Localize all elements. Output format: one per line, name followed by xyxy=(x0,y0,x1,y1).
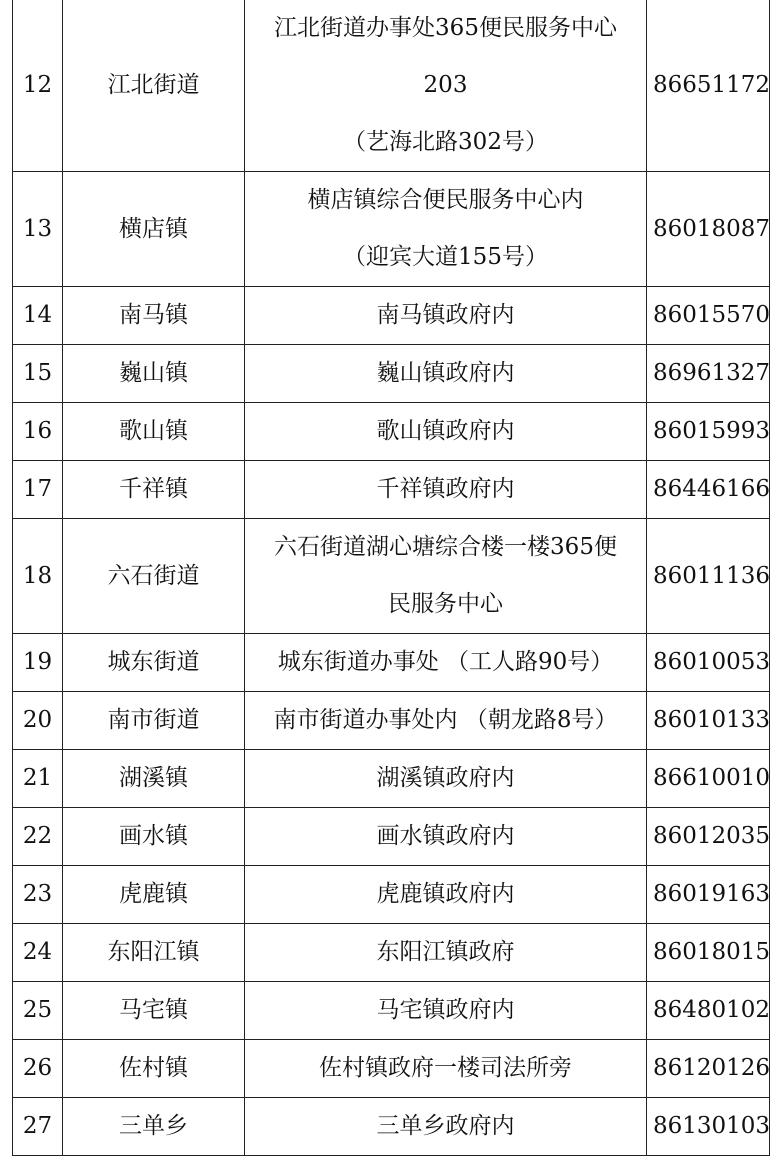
table-row xyxy=(13,808,770,866)
phone-number: 86130103 xyxy=(647,1098,770,1156)
address-line: 南马镇政府内 xyxy=(376,302,515,328)
phone-number: 86012035 xyxy=(647,808,770,866)
area-name: 东阳江镇 xyxy=(63,924,245,982)
phone-number: 86018015 xyxy=(647,924,770,982)
address-line: 民服务中心 xyxy=(388,591,503,617)
address-line: 三单乡政府内 xyxy=(376,1113,515,1139)
address-line: 南市街道办事处内 （朝龙路8号） xyxy=(273,707,618,733)
address-cell xyxy=(245,519,647,634)
address-line: 马宅镇政府内 xyxy=(376,997,515,1023)
table-row xyxy=(13,982,770,1040)
row-number: 23 xyxy=(13,866,63,924)
table-row xyxy=(13,1098,770,1156)
table-row xyxy=(13,345,770,403)
phone-number: 86446166 xyxy=(647,461,770,519)
address-cell xyxy=(245,982,647,1040)
address-cell xyxy=(245,403,647,461)
address-line: （艺海北路302号） xyxy=(343,129,548,155)
table-row xyxy=(13,634,770,692)
area-name: 南马镇 xyxy=(63,287,245,345)
address-cell xyxy=(245,1040,647,1098)
table-row xyxy=(13,750,770,808)
area-name: 虎鹿镇 xyxy=(63,866,245,924)
row-number: 18 xyxy=(13,519,63,634)
row-number: 24 xyxy=(13,924,63,982)
area-name: 巍山镇 xyxy=(63,345,245,403)
phone-number: 86011136 xyxy=(647,519,770,634)
address-cell xyxy=(245,692,647,750)
phone-number: 86015570 xyxy=(647,287,770,345)
area-name: 马宅镇 xyxy=(63,982,245,1040)
row-number: 14 xyxy=(13,287,63,345)
address-line: 湖溪镇政府内 xyxy=(376,765,515,791)
table-row xyxy=(13,692,770,750)
phone-number: 86019163 xyxy=(647,866,770,924)
row-number: 22 xyxy=(13,808,63,866)
row-number: 13 xyxy=(13,172,63,287)
address-cell xyxy=(245,461,647,519)
row-number: 25 xyxy=(13,982,63,1040)
area-name: 千祥镇 xyxy=(63,461,245,519)
table-row xyxy=(13,0,770,172)
row-number: 17 xyxy=(13,461,63,519)
row-number: 19 xyxy=(13,634,63,692)
address-line: 六石街道湖心塘综合楼一楼365便 xyxy=(274,534,617,560)
phone-number: 86018087 xyxy=(647,172,770,287)
address-line: 歌山镇政府内 xyxy=(376,418,515,444)
area-name: 江北街道 xyxy=(63,0,245,172)
address-cell xyxy=(245,0,647,172)
area-name: 湖溪镇 xyxy=(63,750,245,808)
row-number: 20 xyxy=(13,692,63,750)
address-line: 东阳江镇政府 xyxy=(376,939,515,965)
address-cell xyxy=(245,345,647,403)
address-cell xyxy=(245,172,647,287)
address-line: 城东街道办事处 （工人路90号） xyxy=(277,649,614,675)
area-name: 佐村镇 xyxy=(63,1040,245,1098)
address-cell xyxy=(245,1098,647,1156)
table-row xyxy=(13,172,770,287)
address-cell xyxy=(245,924,647,982)
service-directory-table xyxy=(12,0,770,1156)
row-number: 21 xyxy=(13,750,63,808)
table-row xyxy=(13,866,770,924)
phone-number: 86610010 xyxy=(647,750,770,808)
address-cell xyxy=(245,287,647,345)
area-name: 南市街道 xyxy=(63,692,245,750)
address-cell xyxy=(245,866,647,924)
row-number: 16 xyxy=(13,403,63,461)
row-number: 27 xyxy=(13,1098,63,1156)
address-line: 203 xyxy=(423,72,468,98)
row-number: 26 xyxy=(13,1040,63,1098)
address-cell xyxy=(245,750,647,808)
table-row xyxy=(13,461,770,519)
phone-number: 86015993 xyxy=(647,403,770,461)
phone-number: 86961327 xyxy=(647,345,770,403)
table-row xyxy=(13,519,770,634)
address-line: 巍山镇政府内 xyxy=(376,360,515,386)
address-line: 江北街道办事处365便民服务中心 xyxy=(274,15,617,41)
area-name: 歌山镇 xyxy=(63,403,245,461)
address-line: （迎宾大道155号） xyxy=(343,244,548,270)
table-row xyxy=(13,1040,770,1098)
table-row xyxy=(13,287,770,345)
area-name: 横店镇 xyxy=(63,172,245,287)
row-number: 15 xyxy=(13,345,63,403)
address-line: 画水镇政府内 xyxy=(376,823,515,849)
phone-number: 86010133 xyxy=(647,692,770,750)
address-line: 千祥镇政府内 xyxy=(376,476,515,502)
address-cell xyxy=(245,808,647,866)
address-line: 虎鹿镇政府内 xyxy=(376,881,515,907)
row-number: 12 xyxy=(13,0,63,172)
address-cell xyxy=(245,634,647,692)
phone-number: 86120126 xyxy=(647,1040,770,1098)
phone-number: 86480102 xyxy=(647,982,770,1040)
table-row xyxy=(13,403,770,461)
area-name: 六石街道 xyxy=(63,519,245,634)
table-row xyxy=(13,924,770,982)
area-name: 画水镇 xyxy=(63,808,245,866)
area-name: 三单乡 xyxy=(63,1098,245,1156)
table-body xyxy=(13,0,770,1156)
phone-number: 86651172 xyxy=(647,0,770,172)
phone-number: 86010053 xyxy=(647,634,770,692)
address-line: 佐村镇政府一楼司法所旁 xyxy=(319,1055,572,1081)
area-name: 城东街道 xyxy=(63,634,245,692)
address-line: 横店镇综合便民服务中心内 xyxy=(307,187,584,213)
